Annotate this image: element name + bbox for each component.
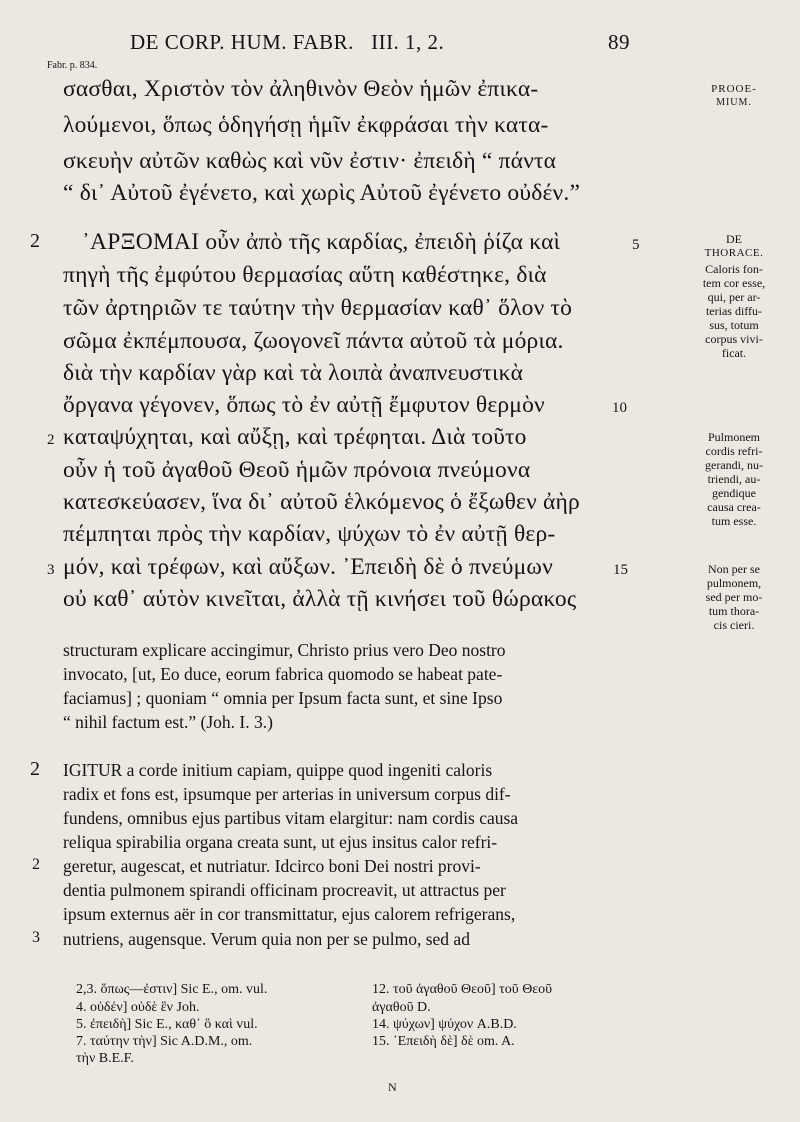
- footnote: 7. ταύτην τὴν] Sic A.D.M., om.: [76, 1034, 253, 1049]
- margin-heading-prooemium: PROOE- MIUM.: [711, 83, 757, 108]
- greek-line: ὄργανα γέγονεν, ὅπως τὸ ἐν αὐτῇ ἔμφυτον θερμὸν: [63, 392, 545, 418]
- greek-line: κατεσκεύασεν, ἵνα δι᾽ αὐτοῦ ἑλκόμενος ὁ ἔξωθεν ἀὴρ: [63, 489, 580, 515]
- greek-line: καταψύχηται, καὶ αὔξῃ, καὶ τρέφηται. Διὰ τοῦτο: [63, 424, 527, 450]
- footnote: 12. τοῦ ἀγαθοῦ Θεοῦ] τοῦ Θεοῦ: [372, 982, 553, 997]
- page-number: 89: [608, 30, 630, 54]
- greek-line: σασθαι, Χριστὸν τὸν ἀληθινὸν Θεὸν ἡμῶν ἐπικα-: [63, 76, 539, 102]
- latin-line: faciamus] ; quoniam “ omnia per Ipsum facta sunt, et sine Ipso: [63, 688, 503, 708]
- latin-line: dentia pulmonem spirandi officinam procreavit, ut attractus per: [63, 880, 506, 900]
- greek-line: σκευὴν αὐτῶν καθὼς καὶ νῦν ἐστιν· ἐπειδὴ “ πάντα: [63, 148, 557, 174]
- footnote: ἀγαθοῦ D.: [372, 1000, 431, 1015]
- greek-line: λούμενοι, ὅπως ὁδηγήσῃ ἡμῖν ἐκφράσαι τὴν κατα-: [63, 112, 549, 138]
- greek-line: μόν, καὶ τρέφων, καὶ αὔξων. ᾽Επειδὴ δὲ ὁ πνεύμων: [63, 554, 553, 580]
- fabrica-section-marker: 3: [47, 562, 55, 578]
- section-number: 2: [30, 230, 40, 252]
- greek-line: διὰ τὴν καρδίαν γὰρ καὶ τὰ λοιπὰ ἀναπνευστικὰ: [63, 360, 524, 386]
- latin-line: IGITUR a corde initium capiam, quippe quod ingeniti caloris: [63, 760, 493, 780]
- margin-note-pulmonem: Pulmonem cordis refri- gerandi, nu- triendi, au- gendique causa crea- tum esse.: [705, 430, 763, 528]
- header-title: DE CORP. HUM. FABR. III. 1, 2.: [130, 30, 445, 54]
- greek-line: τῶν ἀρτηριῶν τε ταύτην τὴν θερμασίαν καθ᾽ ὅλον τὸ: [63, 295, 573, 321]
- latin-line: radix et fons est, ipsumque per arterias in universum corpus dif-: [63, 784, 511, 804]
- footnote: 14. ψύχων] ψύχον A.B.D.: [372, 1017, 517, 1032]
- section-number: 2: [30, 758, 40, 780]
- greek-line: οὖν ἡ τοῦ ἀγαθοῦ Θεοῦ ἡμῶν πρόνοια πνεύμονα: [63, 457, 531, 483]
- latin-line: fundens, omnibus ejus partibus vitam elargitur: nam cordis causa: [63, 808, 519, 828]
- greek-line: σῶμα ἐκπέμπουσα, ζωογονεῖ πάντα αὐτοῦ τὰ μόρια.: [63, 328, 564, 354]
- latin-line: ipsum externus aër in cor transmittatur, ejus calorem refrigerans,: [63, 904, 516, 924]
- fabrica-section-marker: 2: [47, 432, 55, 448]
- latin-line: structuram explicare accingimur, Christo prius vero Deo nostro: [63, 640, 506, 660]
- latin-line: reliqua spirabilia organa creata sunt, ut ejus insitus calor refri-: [63, 832, 498, 852]
- footnote: 2,3. ὅπως—ἐστιν] Sic E., om. vul.: [76, 982, 268, 997]
- footnote: 4. οὐδέν] οὐδὲ ἓν Joh.: [76, 1000, 200, 1015]
- signature-mark: N: [388, 1080, 397, 1094]
- line-number: 10: [612, 400, 627, 416]
- latin-line: geretur, augescat, et nutriatur. Idcirco boni Dei nostri provi-: [63, 856, 481, 876]
- margin-note-non-per-se: Non per se pulmonem, sed per mo- tum thora- cis cieri.: [705, 562, 763, 632]
- greek-line: πηγὴ τῆς ἐμφύτου θερμασίας αὕτη καθέστηκε, διὰ: [63, 262, 547, 288]
- latin-line: “ nihil factum est.” (Joh. I. 3.): [63, 712, 273, 732]
- fabrica-page-ref: Fabr. p. 834.: [47, 60, 98, 71]
- greek-line: “ δι᾽ Αὐτοῦ ἐγένετο, καὶ χωρὶς Αὐτοῦ ἐγένετο οὐδέν.”: [63, 180, 581, 206]
- greek-line: οὐ καθ᾽ αὑτὸν κινεῖται, ἀλλὰ τῇ κινήσει τοῦ θώρακος: [63, 586, 577, 612]
- fabrica-section-marker: 2: [32, 856, 40, 873]
- footnote: τὴν B.E.F.: [76, 1051, 134, 1066]
- latin-line: invocato, [ut, Eo duce, eorum fabrica quomodo se habeat pate-: [63, 664, 503, 684]
- greek-line: πέμπηται πρὸς τὴν καρδίαν, ψύχων τὸ ἐν αὐτῇ θερ-: [63, 521, 556, 547]
- greek-line: ᾽ΑΡΞΟΜΑΙ οὖν ἀπὸ τῆς καρδίας, ἐπειδὴ ῥίζα καὶ: [82, 229, 561, 255]
- line-number: 5: [632, 237, 640, 253]
- footnote: 5. ἐπειδὴ] Sic E., καθ᾽ ὃ καὶ vul.: [76, 1017, 258, 1032]
- running-header: [130, 30, 630, 54]
- line-number: 15: [613, 562, 628, 578]
- margin-note-de-thorace: DE THORACE. Caloris fon- tem cor esse, qui, per ar- terias diffu- sus, totum corpus vivi- ficat.: [702, 232, 766, 360]
- fabrica-section-marker: 3: [32, 929, 40, 946]
- footnote: 15. ᾽Επειδὴ δὲ] δὲ om. A.: [372, 1034, 515, 1049]
- latin-line: nutriens, augensque. Verum quia non per se pulmo, sed ad: [63, 929, 470, 949]
